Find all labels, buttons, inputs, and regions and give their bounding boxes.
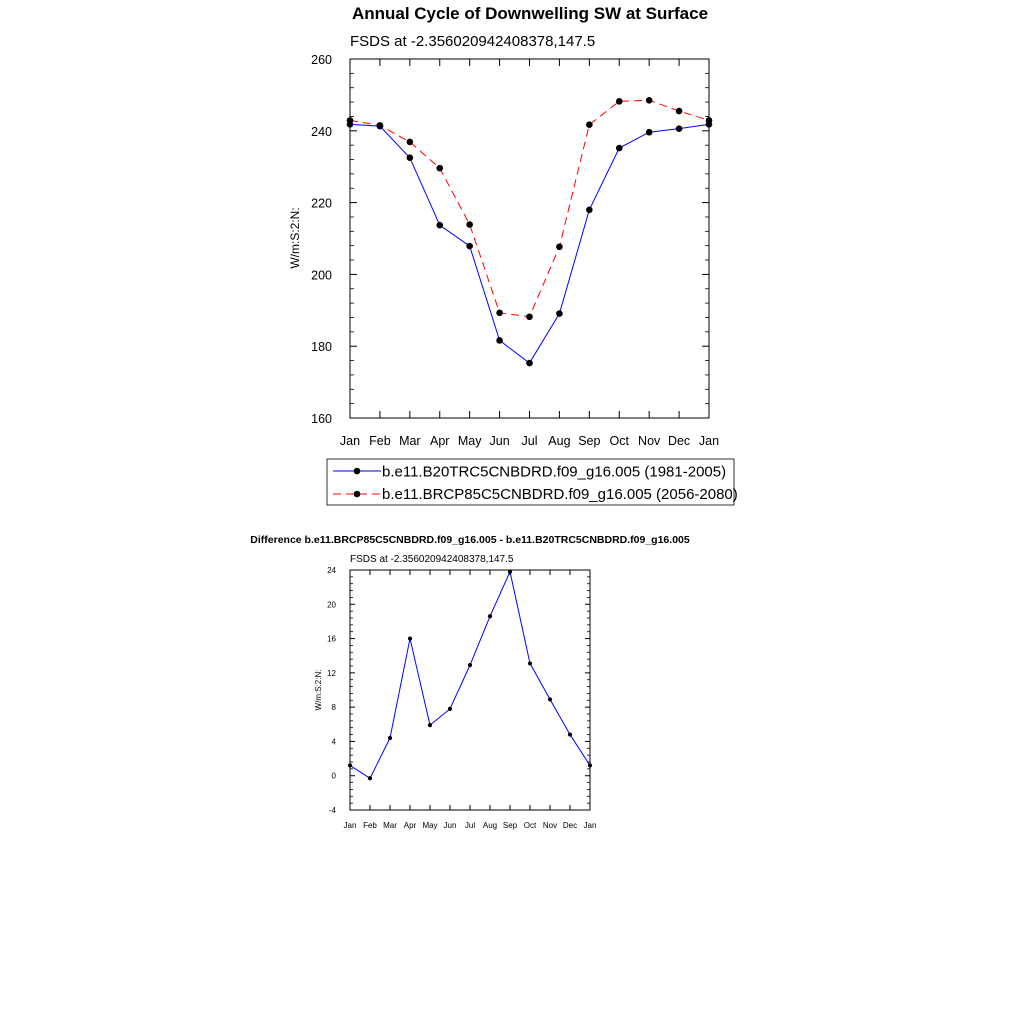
data-point-1 [706, 117, 713, 124]
data-point-0 [448, 707, 452, 711]
y-tick-label: 260 [311, 53, 332, 67]
data-point-0 [588, 763, 592, 767]
data-point-0 [586, 206, 593, 213]
y-tick-label: 180 [311, 340, 332, 355]
x-tick-label: Feb [369, 434, 391, 448]
data-point-0 [428, 723, 432, 727]
data-point-0 [616, 145, 623, 152]
x-tick-label: May [422, 821, 438, 830]
difference-chart [250, 534, 690, 830]
data-point-0 [496, 337, 503, 344]
y-tick-label: 240 [311, 124, 332, 139]
data-point-0 [676, 125, 683, 132]
data-point-0 [528, 661, 532, 665]
series-line-0 [350, 124, 709, 363]
difference-y-axis-label: W/m:S:2:N: [314, 669, 323, 711]
data-point-0 [407, 154, 414, 161]
x-tick-label: Jul [464, 821, 476, 830]
data-point-1 [616, 98, 623, 105]
y-tick-label: 200 [311, 268, 332, 283]
data-point-0 [468, 663, 472, 667]
y-tick-label: 0 [331, 771, 336, 781]
data-point-0 [348, 763, 352, 767]
data-point-0 [436, 222, 443, 229]
x-tick-label: Apr [430, 434, 450, 448]
legend-marker-future [354, 491, 361, 498]
chart-subtitle: FSDS at -2.356020942408378,147.5 [350, 33, 596, 50]
data-point-0 [408, 636, 412, 640]
difference-plot-frame [350, 570, 590, 810]
legend [327, 459, 738, 505]
x-tick-label: Sep [578, 434, 601, 448]
x-tick-label: May [457, 434, 482, 448]
x-tick-label: Mar [383, 821, 397, 830]
data-point-1 [407, 139, 414, 146]
y-axis-label: W/m:S:2:N: [288, 207, 302, 269]
data-point-1 [586, 121, 593, 128]
annual-cycle-chart [288, 4, 719, 448]
y-tick-label: 4 [331, 737, 336, 747]
y-tick-label: 24 [327, 566, 336, 575]
x-tick-label: Sep [502, 821, 518, 830]
series-line-1 [350, 100, 709, 316]
x-tick-label: Jan [339, 434, 361, 448]
x-tick-label: Jan [343, 821, 357, 830]
data-point-0 [568, 732, 572, 736]
x-tick-label: Oct [523, 821, 537, 830]
x-tick-label: Mar [399, 434, 421, 448]
x-tick-label: Feb [363, 821, 377, 830]
data-point-0 [548, 697, 552, 701]
data-point-0 [466, 243, 473, 250]
x-tick-label: Dec [667, 434, 691, 448]
data-point-0 [556, 310, 563, 317]
data-point-1 [496, 310, 503, 317]
y-tick-label: 220 [311, 196, 332, 211]
data-point-0 [388, 736, 392, 740]
x-tick-label: Jan [698, 434, 720, 448]
y-tick-label: 12 [327, 668, 336, 678]
x-tick-label: Dec [562, 821, 578, 830]
x-tick-label: Jun [443, 821, 457, 830]
x-tick-label: Nov [638, 434, 661, 448]
data-point-0 [368, 776, 372, 780]
y-tick-label: -4 [328, 806, 336, 815]
data-point-1 [377, 122, 384, 129]
difference-chart-subtitle: FSDS at -2.356020942408378,147.5 [350, 554, 514, 565]
data-point-1 [466, 221, 473, 228]
data-point-1 [526, 313, 533, 320]
chart-title: Annual Cycle of Downwelling SW at Surface [351, 4, 709, 23]
data-point-0 [508, 570, 512, 574]
x-tick-label: Jun [489, 434, 510, 448]
data-point-0 [526, 360, 533, 367]
x-tick-label: Oct [609, 434, 629, 448]
data-point-1 [646, 97, 653, 104]
data-point-1 [556, 243, 563, 250]
x-tick-label: Apr [403, 821, 417, 830]
difference-chart-title: Difference b.e11.BRCP85C5CNBDRD.f09_g16.005 - b.e11.B20TRC5CNBDRD.f09_g16.005 [250, 534, 690, 546]
legend-label-historical: b.e11.B20TRC5CNBDRD.f09_g16.005 (1981-2005) [382, 463, 727, 481]
data-point-1 [347, 117, 354, 124]
y-tick-label: 16 [327, 634, 336, 644]
data-point-1 [676, 108, 683, 115]
legend-marker-historical [354, 468, 361, 475]
x-tick-label: Aug [548, 434, 571, 448]
data-point-0 [646, 129, 653, 136]
x-tick-label: Aug [482, 821, 498, 830]
x-tick-label: Jan [583, 821, 597, 830]
x-tick-label: Nov [542, 821, 558, 830]
y-tick-label: 8 [331, 703, 336, 713]
legend-label-future: b.e11.BRCP85C5CNBDRD.f09_g16.005 (2056-2080) [382, 486, 738, 503]
data-point-0 [488, 614, 492, 618]
series-line-0 [350, 572, 590, 779]
data-point-1 [436, 165, 443, 172]
x-tick-label: Jul [521, 434, 538, 448]
y-tick-label: 160 [311, 412, 332, 426]
y-tick-label: 20 [327, 600, 336, 610]
